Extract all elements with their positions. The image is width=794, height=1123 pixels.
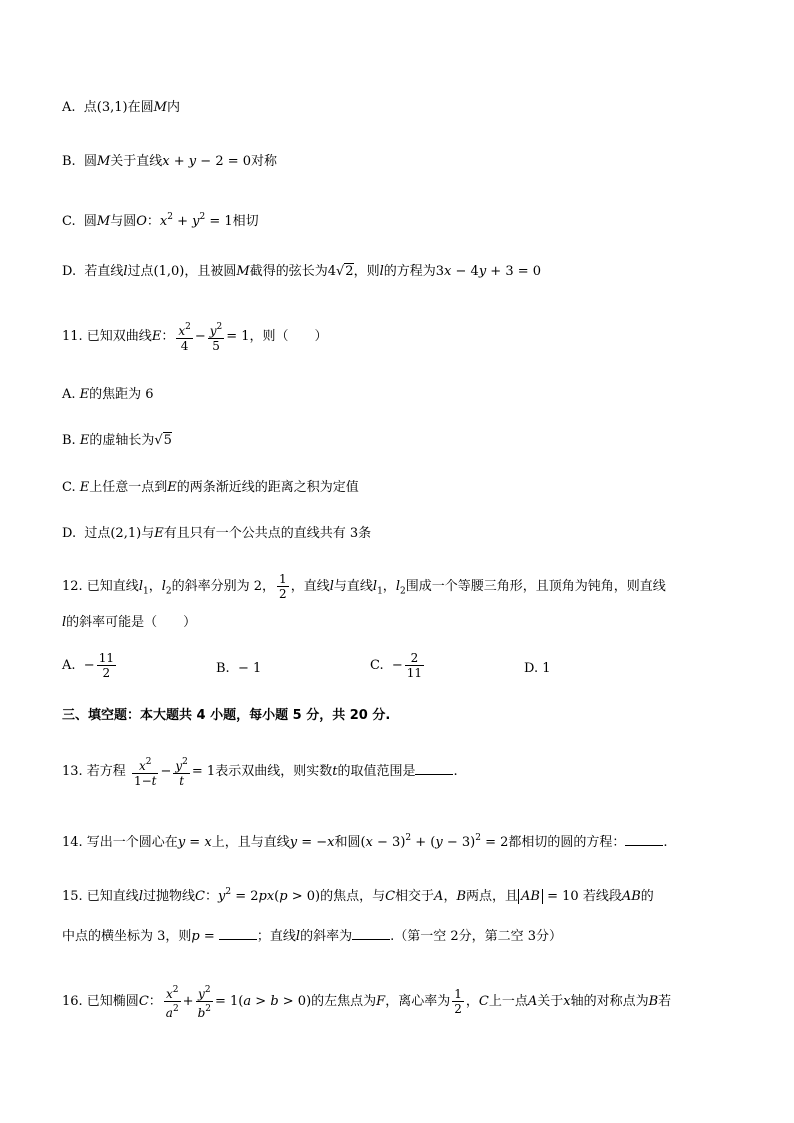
q10-option-d: D. 若直线l过点(1,0)，且被圆M截得的弦长为4√2，则l的方程为3x − 4y + 3 = 0: [62, 264, 542, 279]
q12-option-a: A. − $\frac{11}{2}$: [62, 651, 114, 680]
section-heading: 三、填空题：本大题共 4 小题，每小题 5 分，共 20 分.: [62, 708, 391, 723]
q11-stem: 11. 已知双曲线E： $\frac{x^2}{4}$ − $\frac{y^2}{5}$ = 1，则（ ）: [62, 322, 328, 353]
q12-option-b: B. − 1: [216, 661, 262, 676]
q11-option-d: D. 过点(2,1)与E有且只有一个公共点的直线共有 3条: [62, 526, 372, 541]
q12-stem-line2: l的斜率可能是（ ）: [62, 615, 197, 630]
q14: 14. 写出一个圆心在y = x上，且与直线y = −x和圆$(x - 3)^2 + (y - 3)^2 = 2$都相切的圆的方程： .: [62, 833, 668, 850]
q12-option-d: D. 1: [524, 661, 551, 676]
q13: 13. 若方程 $\frac{x^2}{1-t}$ − $\frac{y^2}{t}$ = 1表示双曲线，则实数t的取值范围是 .: [62, 757, 458, 788]
q12-stem-line1: 12. 已知直线$l_1$，$l_2$的斜率分别为 2， $\frac{1}{2}$ ，直线l与直线$l_1$，$l_2$围成一个等腰三角形，且顶角为钝角，则直线: [62, 572, 666, 601]
q10-option-c: C. 圆M与圆O：$x^2 + y^2 = 1$相切: [62, 212, 259, 229]
q15-line1: 15. 已知直线l过抛物线C：$y^2 = 2px(p > 0)$的焦点，与C相交于A，B两点，且 AB = 10 若线段AB的: [62, 887, 654, 904]
q10-option-a: A. 点(3,1)在圆M内: [62, 100, 180, 115]
q15-line2: 中点的横坐标为 3，则p = ；直线l的斜率为 .（第一空 2分，第二空 3分）: [62, 929, 563, 944]
q16: 16. 已知椭圆C： $\frac{x^2}{a^2}$ + $\frac{y^2}{b^2}$ = 1(a > b > 0)的左焦点为F，离心率为 $\frac{1}{2}$ ，C上一点A关于x轴的对称点为B若: [62, 985, 672, 1020]
q11-option-b: B. E的虚轴长为√5: [62, 433, 172, 448]
q12-option-c: C. − $\frac{2}{11}$: [370, 651, 423, 680]
q10-option-b: B. 圆M关于直线x + y − 2 = 0对称: [62, 154, 278, 169]
q11-option-a: A. E的焦距为 6: [62, 387, 154, 402]
q11-option-c: C. E上任意一点到E的两条渐近线的距离之积为定值: [62, 480, 359, 495]
